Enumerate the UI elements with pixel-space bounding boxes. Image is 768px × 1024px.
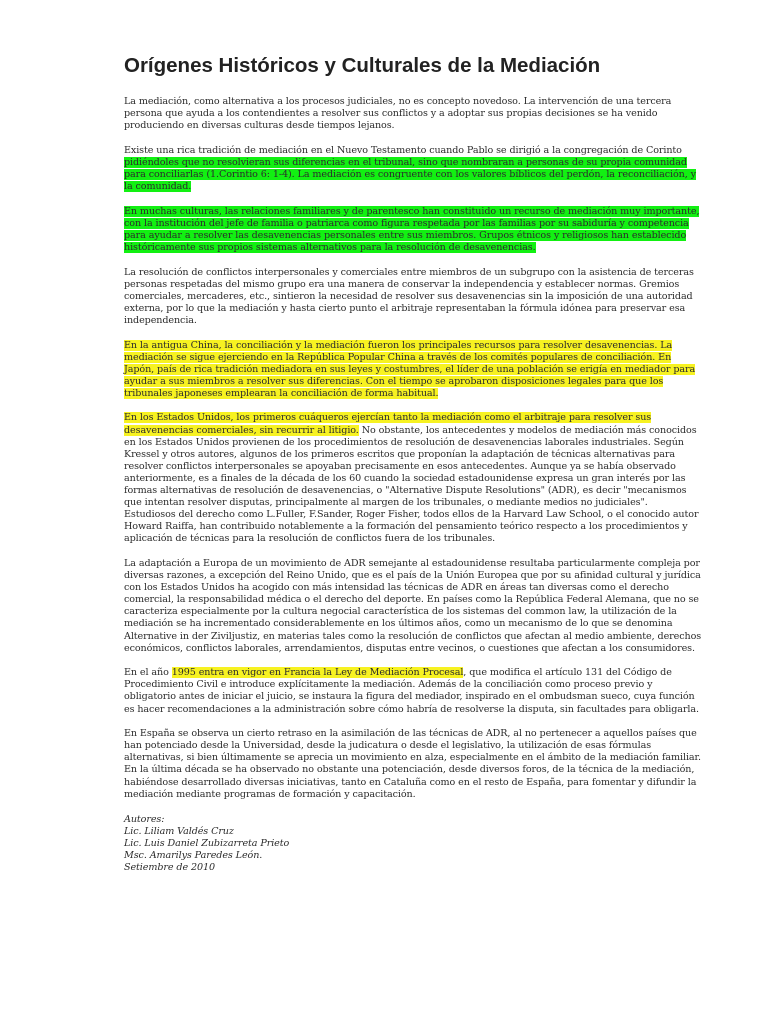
authors-heading: Autores: xyxy=(124,813,165,825)
author-line: Lic. Luis Daniel Zubizarreta Prieto xyxy=(124,837,290,849)
paragraph-united-states xyxy=(124,412,702,545)
document-body xyxy=(124,96,702,874)
yellow-highlight: En los Estados Unidos, los primeros cuáqueros ejercían tanto la mediación como el arbitraje para resolver sus desavenencias comerciales, sin recurrir al litigio. xyxy=(124,412,652,436)
author-line: Lic. Liliam Valdés Cruz xyxy=(124,825,234,837)
green-highlight: En muchas culturas, las relaciones familiares y de parentesco han constituido un recurso de mediación muy importante, con la institución del jefe de familia o patriarca como figura respetada por las familias por su sabiduría y competencia para ayudar a resolver las desavenencias personales entre sus miembros. Grupos étnicos y religiosos han establecido históricamente sus propios sistemas alternativos para la resolución de desavenencias. xyxy=(124,205,700,253)
paragraph-spain: En España se observa un cierto retraso en la asimilación de las técnicas de ADR, al no pertenecer a aquellos países que han potenciado desde la Universidad, desde la judicatura o desde el legislativo, la utilización de esas fórmulas alternativas, si bien últimamente se aprecia un movimiento en alza, especialmente en el ámbito de la mediación familiar. En la última década se ha observado no obstante una potenciación, desde diversos foros, de la técnica de la mediación, habiéndose desarrollado diversas iniciativas, tanto en Cataluña como en el resto de España, para fomentar y difundir la mediación mediante programas de formación y capacitación. xyxy=(124,728,701,800)
paragraph-family-cultures xyxy=(124,206,702,254)
paragraph-text: No obstante, los antecedentes y modelos de mediación más conocidos en los Estados Unidos provienen de los procedimientos de resolución de desavenencias laborales industriales. Según Kressel y otros autores, algunos de los primeros escritos que proponían la adaptación de técnicas alternativas para resolver conflictos interpersonales se apoyaban precisamente en esos antecedentes. Aunque ya se había observado anteriormente, es a finales de la década de los 60 cuando la sociedad estadounidense expresa un gran interés por las formas alternativas de resolución de desavenencias, o "Alternative Dispute Resolutions" (ADR), es decir "mecanismos que intentan resolver disputas, principalmente al margen de los tribunales, o mediante medios no judiciales". Estudiosos del derecho como L.Fuller, F.Sander, Roger Fisher, todos ellos de la Harvard Law School, o el conocido autor Howard Raiffa, han contribuido notablemente a la formación del pensamiento teórico respecto a los procedimientos y aplicación de técnicas para la resolución de conflictos fuera de los tribunales. xyxy=(124,424,699,545)
paragraph-interpersonal-conflicts: La resolución de conflictos interpersonales y comerciales entre miembros de un subgrupo con la asistencia de terceras personas respetadas del mismo grupo era una manera de conservar la independencia y establecer normas. Gremios comerciales, mercaderes, etc., sintieron la necesidad de resolver sus desavenencias sin la imposición de una autoridad externa, por lo que la mediación y hasta cierto punto el arbitraje representaban la fórmula idónea para preservar esa independencia. xyxy=(124,266,694,326)
authors-block xyxy=(124,814,702,874)
paragraph-text: Existe una rica tradición de mediación en el Nuevo Testamento cuando Pablo se dirigió a la congregación de Corinto xyxy=(124,144,682,156)
paragraph-intro: La mediación, como alternativa a los procesos judiciales, no es concepto novedoso. La intervención de una tercera persona que ayuda a los contendientes a resolver sus conflictos y a adoptar sus propias decisiones se ha venido produciendo en diversas culturas desde tiempos lejanos. xyxy=(124,96,672,132)
author-line: Msc. Amarilys Paredes León. xyxy=(124,849,263,861)
paragraph-europe: La adaptación a Europa de un movimiento de ADR semejante al estadounidense resultaba particularmente compleja por diversas razones, a excepción del Reino Unido, que es el país de la Unión Europea que por su afinidad cultural y jurídica con los Estados Unidos ha acogido con más intensidad las técnicas de ADR en áreas tan diversas como el derecho comercial, la responsabilidad médica o el derecho del deporte. En países como la República Federal Alemana, que no se caracteriza especialmente por la cultura negocial característica de los sistemas del common law, la utilización de la mediación se ha incrementado considerablemente en los últimos años, como un mecanismo de lo que se denomina Alternative in der Ziviljustiz, en materias tales como la resolución de conflictos que afectan al medio ambiente, derechos económicos, conflictos laborales, arrendamientos, disputas entre vecinos, o cuestiones que afectan a los consumidores. xyxy=(124,558,702,654)
yellow-highlight: 1995 entra en vigor en Francia la Ley de Mediación Procesal xyxy=(171,667,464,679)
yellow-highlight: En la antigua China, la conciliación y la mediación fueron los principales recursos para resolver desavenencias. La mediación se sigue ejerciendo en la República Popular China a través de los comités populares de conciliación. En Japón, país de rica tradición mediadora en sus leyes y costumbres, el líder de una población se erigía en mediador para ayudar a sus miembros a resolver sus diferencias. Con el tiempo se aprobaron disposiciones legales para que los tribunales japoneses emplearan la conciliación de forma habitual. xyxy=(124,339,696,399)
paragraph-china-japan xyxy=(124,340,702,400)
document-date: Setiembre de 2010 xyxy=(124,861,215,873)
paragraph-text: , que modifica el artículo 131 del Código de Procedimiento Civil e introduce explícitamente la mediación. Además de la conciliación como proceso previo y obligatorio antes de iniciar el juicio, se instaura la figura del mediador, inspirado en el ombudsman sueco, cuya función es hacer recomendaciones a la administración sobre cómo habría de resolverse la disputa, sin facultades para obligarla. xyxy=(124,667,699,715)
paragraph-text: En el año xyxy=(124,667,172,679)
green-highlight: pidiéndoles que no resolvieran sus diferencias en el tribunal, sino que nombraran a personas de su propia comunidad para conciliarlas (1.Corintio 6: 1-4). La mediación es congruente con los valores bíblicos del perdón, la reconciliación, y la comunidad. xyxy=(124,156,696,193)
paragraph-new-testament xyxy=(124,145,702,193)
paragraph-france xyxy=(124,667,702,715)
document-title: Orígenes Históricos y Culturales de la Mediación xyxy=(124,54,601,77)
